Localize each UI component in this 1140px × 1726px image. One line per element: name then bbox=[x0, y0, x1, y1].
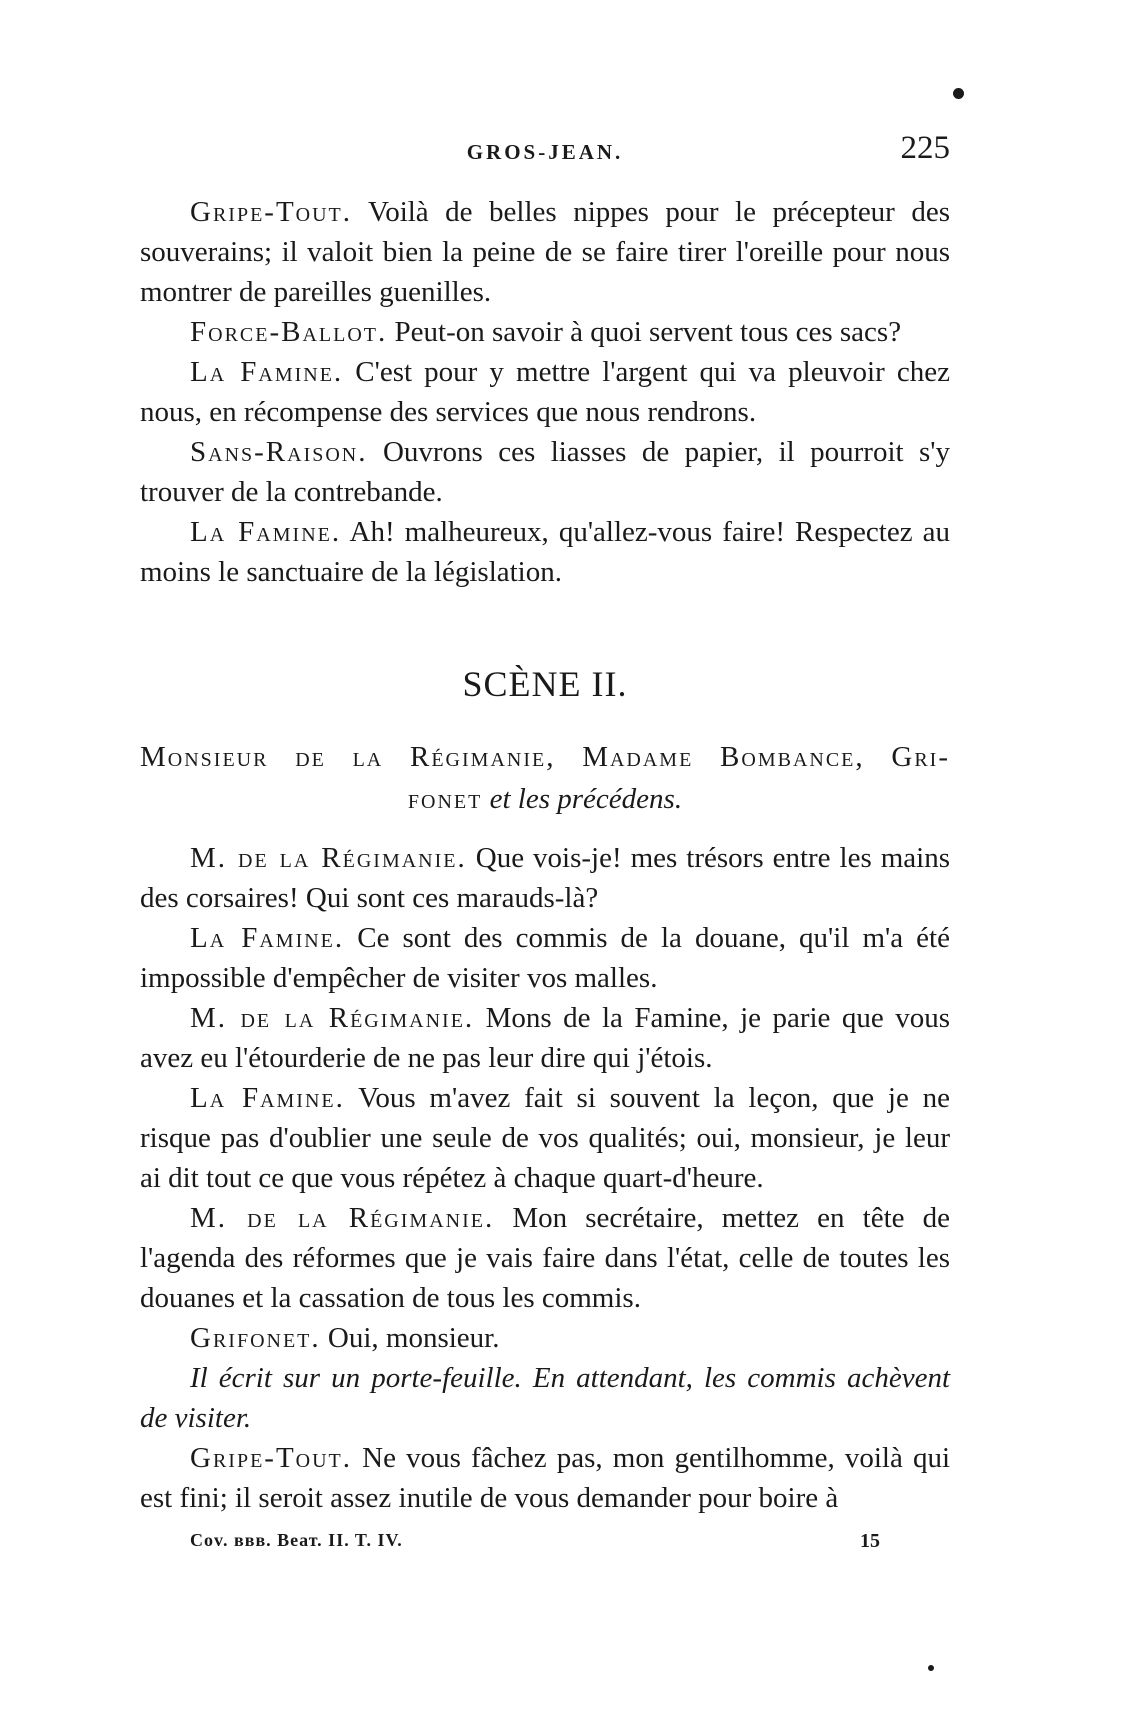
speech-text: Oui, monsieur. bbox=[320, 1322, 500, 1354]
speech-text: Ne vous fâchez pas, mon gentilhomme, voilà qui est fini; il seroit assez inutile de vous demander pour boire à bbox=[140, 1442, 950, 1514]
dialogue-paragraph bbox=[140, 1078, 950, 1198]
dialogue-paragraph bbox=[140, 312, 950, 352]
page-number: 225 bbox=[900, 130, 950, 166]
speaker-name: Force-Ballot. bbox=[190, 316, 388, 348]
speech-text: Mons de la Famine, je parie que vous avez eu l'étourderie de ne pas leur dire qui j'étois. bbox=[140, 1002, 950, 1074]
stage-direction: Il écrit sur un porte-feuille. En attendant, les commis achèvent de visiter. bbox=[140, 1362, 950, 1434]
speech-text: Peut-on savoir à quoi servent tous ces sacs? bbox=[387, 316, 902, 348]
dialogue-paragraph bbox=[140, 1438, 950, 1518]
speaker-name: M. de la Régimanie. bbox=[190, 842, 467, 874]
dialogue-paragraph bbox=[140, 432, 950, 512]
speaker-name: Sans-Raison. bbox=[190, 436, 368, 468]
cast-line: Monsieur de la Régimanie, Madame Bombance, Gri- bbox=[140, 741, 950, 773]
ink-dot bbox=[953, 88, 964, 99]
speaker-name: M. de la Régimanie. bbox=[190, 1202, 495, 1234]
cast-line-note: et les précédens. bbox=[482, 783, 683, 815]
speech-text: Ah! malheureux, qu'allez-vous faire! Respectez au moins le sanctuaire de la législation. bbox=[140, 516, 950, 588]
ink-dot bbox=[928, 1665, 934, 1671]
dialogue-paragraph bbox=[140, 838, 950, 918]
dialogue-paragraph bbox=[140, 512, 950, 592]
running-title: GROS-JEAN. bbox=[466, 140, 624, 164]
page-body bbox=[140, 192, 950, 1518]
speaker-name: La Famine. bbox=[190, 516, 342, 548]
speaker-name: La Famine. bbox=[190, 922, 345, 954]
dialogue-paragraph bbox=[140, 918, 950, 998]
speaker-name: La Famine. bbox=[190, 356, 344, 388]
speaker-name: La Famine. bbox=[190, 1082, 345, 1114]
cast-line-name: fonet bbox=[407, 783, 483, 815]
speech-text: Mon secrétaire, mettez en tête de l'agenda des réformes que je vais faire dans l'état, celle de toutes les douanes et la cassation de tous les commis. bbox=[140, 1202, 950, 1314]
dialogue-paragraph bbox=[140, 352, 950, 432]
cast-list bbox=[140, 736, 950, 820]
signature-mark: Cov. ввв. Веат. II. T. IV. bbox=[190, 1530, 403, 1550]
speaker-name: M. de la Régimanie. bbox=[190, 1002, 475, 1034]
speech-text: Ce sont des commis de la douane, qu'il m'a été impossible d'empêcher de visiter vos malles. bbox=[140, 922, 950, 994]
speech-text: C'est pour y mettre l'argent qui va pleuvoir chez nous, en récompense des services que nous rendrons. bbox=[140, 356, 950, 428]
speech-text: Que vois-je! mes trésors entre les mains des corsaires! Qui sont ces marauds-là? bbox=[140, 842, 950, 914]
scene-title: SCÈNE II. bbox=[462, 664, 628, 704]
signature-number: 15 bbox=[860, 1530, 880, 1552]
speech-text: Voilà de belles nippes pour le précepteur des souverains; il valoit bien la peine de se faire tirer l'oreille pour nous montrer de pareilles guenilles. bbox=[140, 196, 950, 308]
signature-footer bbox=[190, 1530, 890, 1560]
speaker-name: Grifonet. bbox=[190, 1322, 321, 1354]
speaker-name: Gripe-Tout. bbox=[190, 196, 353, 228]
dialogue-paragraph bbox=[140, 998, 950, 1078]
speaker-name: Gripe-Tout. bbox=[190, 1442, 353, 1474]
speech-text: Ouvrons ces liasses de papier, il pourroit s'y trouver de la contrebande. bbox=[140, 436, 950, 508]
running-head bbox=[140, 130, 950, 170]
dialogue-paragraph bbox=[140, 1198, 950, 1318]
speech-text: Vous m'avez fait si souvent la leçon, que je ne risque pas d'oublier une seule de vos qualités; oui, monsieur, je leur ai dit tout ce que vous répétez à chaque quart-d'heure. bbox=[140, 1082, 950, 1194]
dialogue-paragraph bbox=[140, 192, 950, 312]
dialogue-paragraph bbox=[140, 1318, 950, 1358]
